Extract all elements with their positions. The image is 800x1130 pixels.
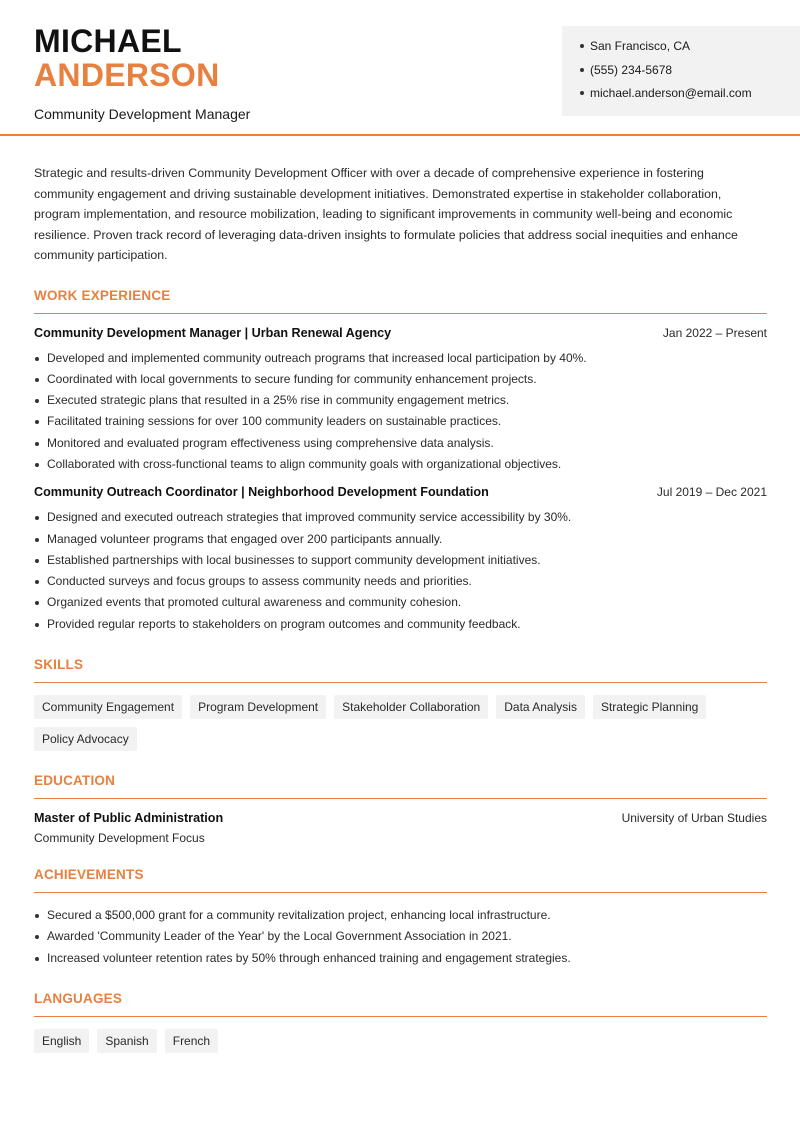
job-entry: [34, 485, 767, 635]
list-item: [34, 369, 767, 390]
skill-chip: Policy Advocacy: [34, 727, 137, 751]
bullet-icon: [35, 538, 39, 542]
bullet-text: Increased volunteer retention rates by 50% through enhanced training and engagement strategies.: [47, 950, 571, 965]
list-item: [34, 550, 767, 571]
bullet-icon: [35, 378, 39, 382]
section-title-languages: LANGUAGES: [34, 991, 767, 1017]
bullet-icon: [580, 91, 584, 95]
bullet-text: Monitored and evaluated program effectiveness using comprehensive data analysis.: [47, 435, 494, 450]
bullet-icon: [35, 357, 39, 361]
bullet-text: Facilitated training sessions for over 100 community leaders on sustainable practices.: [47, 414, 502, 429]
contact-location-text: San Francisco, CA: [590, 39, 691, 53]
bullet-text: Collaborated with cross-functional teams to align community goals with organizational objectives.: [47, 456, 562, 471]
bullet-text: Organized events that promoted cultural awareness and community cohesion.: [47, 595, 462, 610]
bullet-text: Awarded 'Community Leader of the Year' by the Local Government Association in 2021.: [47, 929, 512, 944]
bullet-text: Managed volunteer programs that engaged over 200 participants annually.: [47, 531, 443, 546]
work-experience-section: [34, 288, 767, 636]
contact-email: [580, 85, 800, 109]
bullet-icon: [35, 623, 39, 627]
languages-section: [34, 991, 767, 1053]
last-name: ANDERSON: [34, 57, 220, 93]
bullet-icon: [35, 442, 39, 446]
list-item: [34, 614, 767, 635]
education-focus: Community Development Focus: [34, 831, 205, 846]
job-bullets: [34, 507, 767, 635]
bullet-text: Conducted surveys and focus groups to assess community needs and priorities.: [47, 574, 472, 589]
section-title-education: EDUCATION: [34, 773, 767, 799]
bullet-icon: [35, 399, 39, 403]
education-degree: Master of Public Administration: [34, 811, 224, 826]
contact-location: [580, 38, 800, 62]
list-item: [34, 926, 767, 947]
name-block: [34, 24, 250, 122]
bullet-icon: [35, 935, 39, 939]
education-school: University of Urban Studies: [621, 811, 767, 826]
job-dates: Jan 2022 – Present: [662, 325, 767, 340]
bullet-text: Developed and implemented community outreach programs that increased local participation by 40%.: [47, 350, 587, 365]
first-name: MICHAEL: [34, 23, 182, 59]
resume-content: [34, 163, 767, 1053]
job-dates: Jul 2019 – Dec 2021: [656, 485, 767, 500]
list-item: [34, 433, 767, 454]
list-item: [34, 529, 767, 550]
job-bullets: [34, 348, 767, 476]
achievements-section: [34, 867, 767, 969]
resume-header: [0, 0, 800, 136]
bullet-icon: [35, 580, 39, 584]
list-item: [34, 571, 767, 592]
bullet-text: Designed and executed outreach strategies that improved community service accessibility by 30%.: [47, 510, 572, 525]
job-header: [34, 485, 767, 499]
skill-chip: Community Engagement: [34, 695, 182, 719]
job-heading: Community Outreach Coordinator | Neighborhood Development Foundation: [34, 485, 489, 500]
achievement-bullets: [34, 905, 767, 969]
bullet-icon: [35, 914, 39, 918]
bullet-text: Executed strategic plans that resulted in a 25% rise in community engagement metrics.: [47, 393, 510, 408]
skills-section: [34, 657, 767, 751]
language-chip: French: [165, 1029, 218, 1053]
job-header: [34, 326, 767, 340]
list-item: [34, 905, 767, 926]
bullet-icon: [35, 463, 39, 467]
contact-box: [562, 26, 800, 116]
skills-chips: [34, 695, 767, 751]
skill-chip: Program Development: [190, 695, 326, 719]
bullet-icon: [580, 44, 584, 48]
bullet-icon: [35, 516, 39, 520]
language-chip: English: [34, 1029, 89, 1053]
education-section: [34, 773, 767, 845]
job-heading: Community Development Manager | Urban Renewal Agency: [34, 325, 392, 340]
list-item: [34, 411, 767, 432]
summary: Strategic and results-driven Community Development Officer with over a decade of comprehensive experience in fostering community engagement and driving sustainable development initiatives. Demonstrated expertise in stakeholder collaboration, program implementation, and resource mobilization, leading to significant improvements in community well-being and economic resilience. Proven track record of leveraging data-driven insights to formulate policies that address social inequities and enhance community participation.: [34, 166, 738, 262]
language-chip: Spanish: [97, 1029, 156, 1053]
section-title-work: WORK EXPERIENCE: [34, 288, 767, 314]
education-header: [34, 811, 767, 825]
bullet-text: Coordinated with local governments to secure funding for community enhancement projects.: [47, 371, 537, 386]
bullet-icon: [580, 68, 584, 72]
contact-phone: [580, 62, 800, 86]
section-title-achievements: ACHIEVEMENTS: [34, 867, 767, 893]
section-title-skills: SKILLS: [34, 657, 767, 683]
skill-chip: Stakeholder Collaboration: [334, 695, 488, 719]
bullet-icon: [35, 601, 39, 605]
list-item: [34, 390, 767, 411]
skill-chip: Strategic Planning: [593, 695, 706, 719]
bullet-icon: [35, 420, 39, 424]
bullet-icon: [35, 559, 39, 563]
bullet-text: Provided regular reports to stakeholders on program outcomes and community feedback.: [47, 616, 521, 631]
list-item: [34, 348, 767, 369]
bullet-text: Secured a $500,000 grant for a community revitalization project, enhancing local infrastructure.: [47, 908, 551, 923]
list-item: [34, 592, 767, 613]
list-item: [34, 454, 767, 475]
job-title: Community Development Manager: [34, 106, 251, 122]
list-item: [34, 948, 767, 969]
job-entry: [34, 326, 767, 476]
list-item: [34, 507, 767, 528]
bullet-icon: [35, 957, 39, 961]
language-chips: [34, 1029, 767, 1053]
contact-phone-text[interactable]: (555) 234-5678: [590, 62, 673, 77]
bullet-text: Established partnerships with local businesses to support community development initiatives.: [47, 552, 541, 567]
contact-email-text[interactable]: michael.anderson@email.com: [590, 86, 752, 100]
skill-chip: Data Analysis: [496, 695, 585, 719]
